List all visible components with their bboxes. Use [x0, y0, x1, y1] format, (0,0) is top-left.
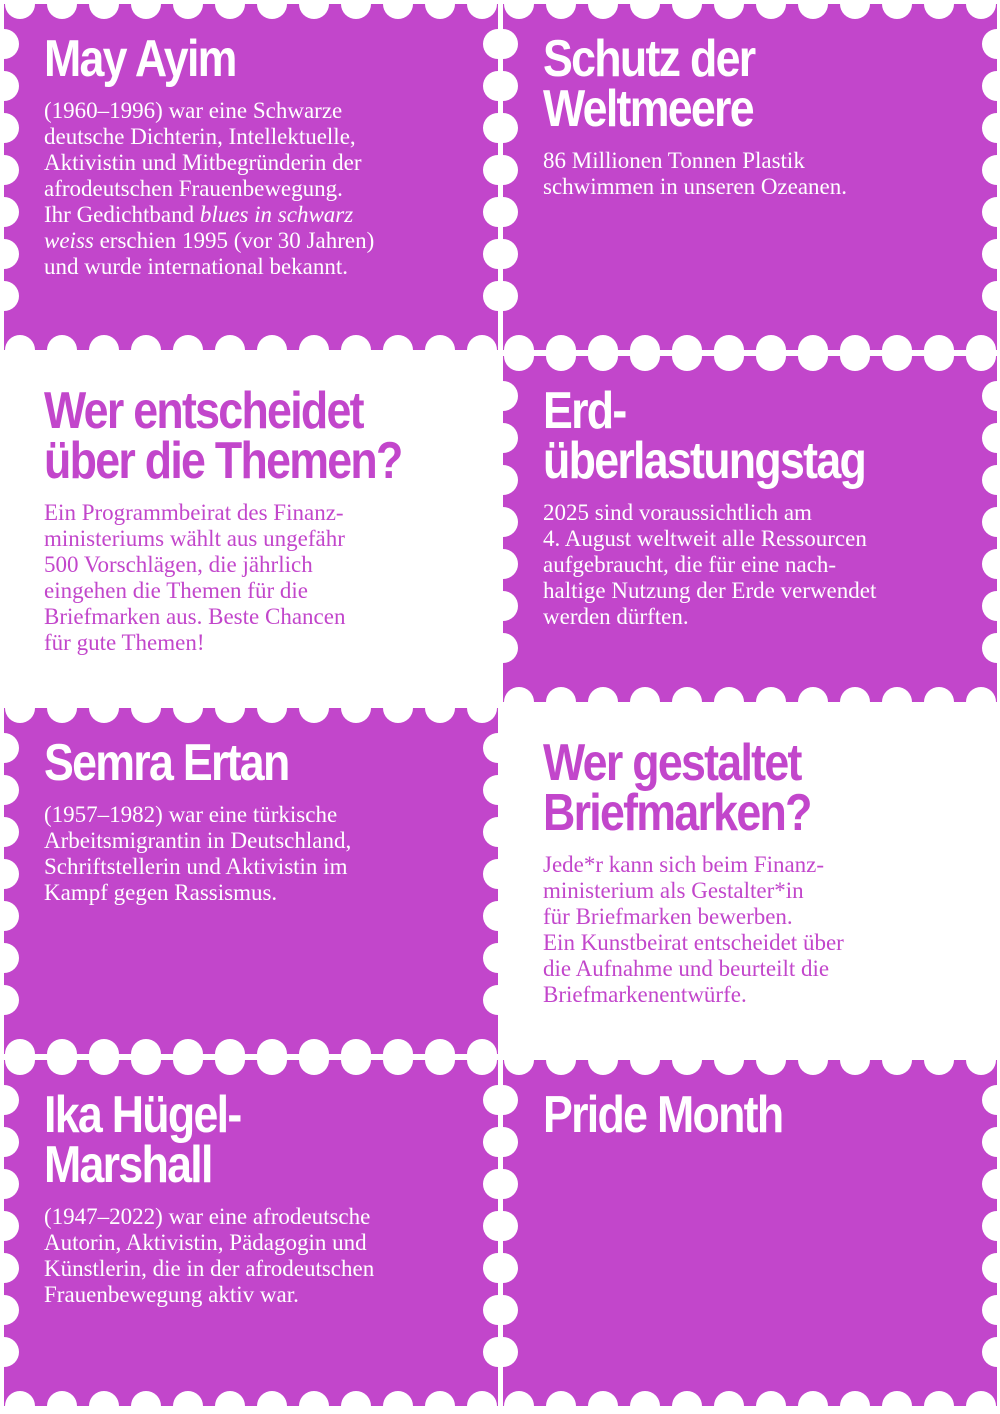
stamp-text: 86 Millionen Tonnen Plastik schwimmen in unseren Ozeanen.: [543, 148, 848, 199]
stamp-title: Schutz der Weltmeere: [543, 30, 755, 138]
stamp-wer-entscheidet: [4, 356, 498, 702]
stamp-schutz-der-weltmeere: [503, 4, 997, 350]
stamp-text: Jede*r kann sich beim Finanz- ministerium als Gestalter*in für Briefmarken bewerben. Ein Kunstbeirat entscheidet über die Aufnahme und beurteilt die Briefmarkenentwürfe.: [543, 852, 844, 1007]
stamp-text: Ein Programmbeirat des Finanz- ministeriums wählt aus ungefähr 500 Vorschlägen, die jährlich eingehen die Themen für die Briefmarken aus. Beste Chancen für gute Themen!: [44, 500, 346, 655]
stamp-text: (1960–1996) war eine Schwarze deutsche Dichterin, Intellektuelle, Aktivistin und Mitbegründerin der afrodeutschen Frauenbewegung. Ihr Gedichtband blues in schwarz weiss erschien 1995 (vor 30 Jahren) und wurde international bekannt.: [44, 98, 375, 279]
stamp-semra-ertan: [4, 708, 498, 1054]
stamp-erdueberlastungstag: [503, 356, 997, 702]
stamp-text: (1947–2022) war eine afrodeutsche Autorin, Aktivistin, Pädagogin und Künstlerin, die in der afrodeutschen Frauenbewegung aktiv war.: [44, 1204, 375, 1307]
stamp-text: (1957–1982) war eine türkische Arbeitsmigrantin in Deutschland, Schriftstellerin und Aktivistin im Kampf gegen Rassismus.: [44, 802, 352, 905]
stamp-title: Wer gestaltet Briefmarken?: [543, 734, 811, 842]
stamp-ika-huegel-marshall: [4, 1060, 498, 1406]
stamp-may-ayim: [4, 4, 498, 350]
stamp-wer-gestaltet: [503, 708, 997, 1054]
stamp-title: May Ayim: [44, 30, 236, 88]
stamp-title: Wer entscheidet über die Themen?: [44, 382, 402, 490]
stamp-title: Semra Ertan: [44, 734, 289, 792]
stamp-pride-month: [503, 1060, 997, 1406]
stamp-title: Erd- überlastungstag: [543, 382, 866, 490]
stamp-text: 2025 sind voraussichtlich am 4. August weltweit alle Ressourcen aufgebraucht, die für eine nach- haltige Nutzung der Erde verwendet werden dürften.: [543, 500, 877, 629]
stamp-title: Ika Hügel-Marshall: [44, 1086, 241, 1194]
stamp-title: Pride Month: [543, 1086, 783, 1144]
